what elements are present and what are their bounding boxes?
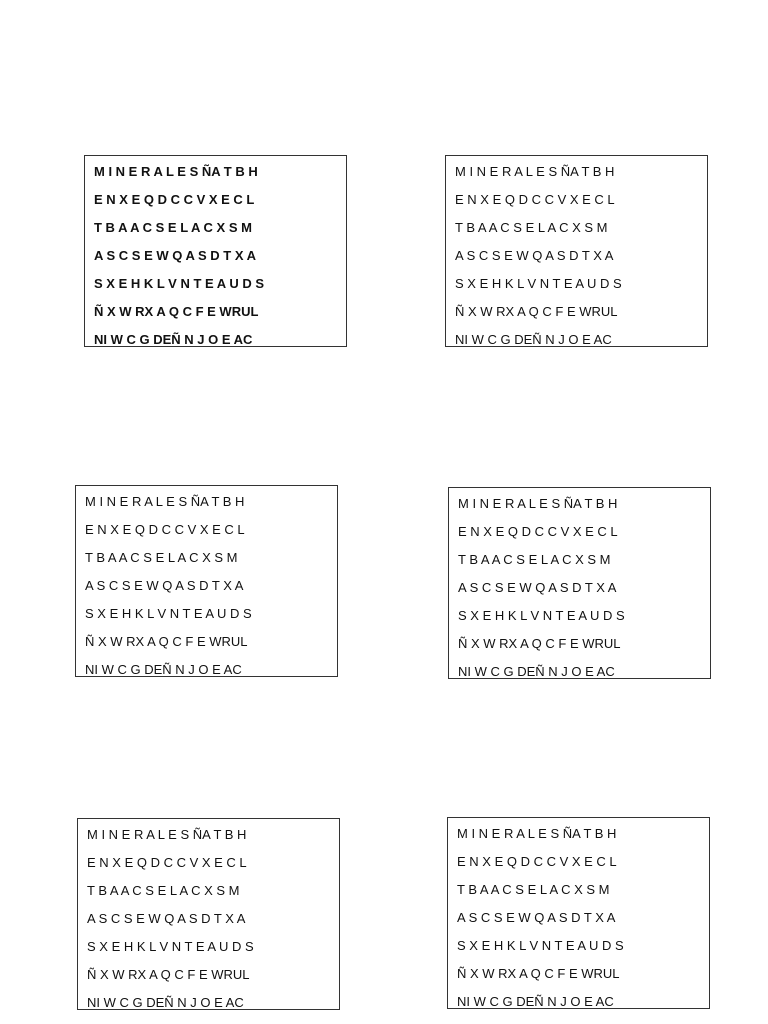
puzzle-row: E N X E Q D C C V X E C L [94,192,255,207]
word-search-puzzle [445,155,708,347]
word-search-puzzle [448,487,711,679]
puzzle-row: M I N E R A L E S ÑA T B H [87,827,247,842]
puzzle-row: Ñ X W RX A Q C F E WRUL [458,636,621,651]
puzzle-row: E N X E Q D C C V X E C L [87,855,247,870]
puzzle-row: T B A A C S E L A C X S M [87,883,240,898]
puzzle-row: S X E H K L V N T E A U D S [85,606,252,621]
puzzle-row: E N X E Q D C C V X E C L [455,192,615,207]
puzzle-row: T B A A C S E L A C X S M [455,220,608,235]
puzzle-row: NI W C G DEÑ N J O E AC [457,994,614,1009]
puzzle-row: S X E H K L V N T E A U D S [457,938,624,953]
puzzle-row: NI W C G DEÑ N J O E AC [87,995,244,1010]
puzzle-row: T B A A C S E L A C X S M [458,552,611,567]
puzzle-row: NI W C G DEÑ N J O E AC [458,664,615,679]
puzzle-row: T B A A C S E L A C X S M [85,550,238,565]
puzzle-row: A S C S E W Q A S D T X A [455,248,614,263]
puzzle-row: Ñ X W RX A Q C F E WRUL [87,967,250,982]
puzzle-row: Ñ X W RX A Q C F E WRUL [455,304,618,319]
puzzle-row: Ñ X W RX A Q C F E WRUL [457,966,620,981]
puzzle-row: M I N E R A L E S ÑA T B H [94,164,258,179]
puzzle-row: Ñ X W RX A Q C F E WRUL [94,304,259,319]
puzzle-row: NI W C G DEÑ N J O E AC [455,332,612,347]
puzzle-row: E N X E Q D C C V X E C L [457,854,617,869]
puzzle-row: A S C S E W Q A S D T X A [87,911,246,926]
word-search-puzzle [84,155,347,347]
puzzle-row: S X E H K L V N T E A U D S [455,276,622,291]
puzzle-row: S X E H K L V N T E A U D S [458,608,625,623]
puzzle-row: M I N E R A L E S ÑA T B H [457,826,617,841]
puzzle-row: Ñ X W RX A Q C F E WRUL [85,634,248,649]
word-search-puzzle [75,485,338,677]
puzzle-row: T B A A C S E L A C X S M [94,220,252,235]
puzzle-row: NI W C G DEÑ N J O E AC [85,662,242,677]
word-search-puzzle [447,817,710,1009]
puzzle-row: A S C S E W Q A S D T X A [457,910,616,925]
puzzle-row: S X E H K L V N T E A U D S [94,276,264,291]
puzzle-row: NI W C G DEÑ N J O E AC [94,332,253,347]
puzzle-row: A S C S E W Q A S D T X A [85,578,244,593]
puzzle-row: T B A A C S E L A C X S M [457,882,610,897]
puzzle-row: S X E H K L V N T E A U D S [87,939,254,954]
puzzle-row: E N X E Q D C C V X E C L [458,524,618,539]
puzzle-row: M I N E R A L E S ÑA T B H [455,164,615,179]
puzzle-row: A S C S E W Q A S D T X A [94,248,257,263]
puzzle-row: E N X E Q D C C V X E C L [85,522,245,537]
puzzle-row: A S C S E W Q A S D T X A [458,580,617,595]
puzzle-row: M I N E R A L E S ÑA T B H [458,496,618,511]
puzzle-row: M I N E R A L E S ÑA T B H [85,494,245,509]
word-search-puzzle [77,818,340,1010]
